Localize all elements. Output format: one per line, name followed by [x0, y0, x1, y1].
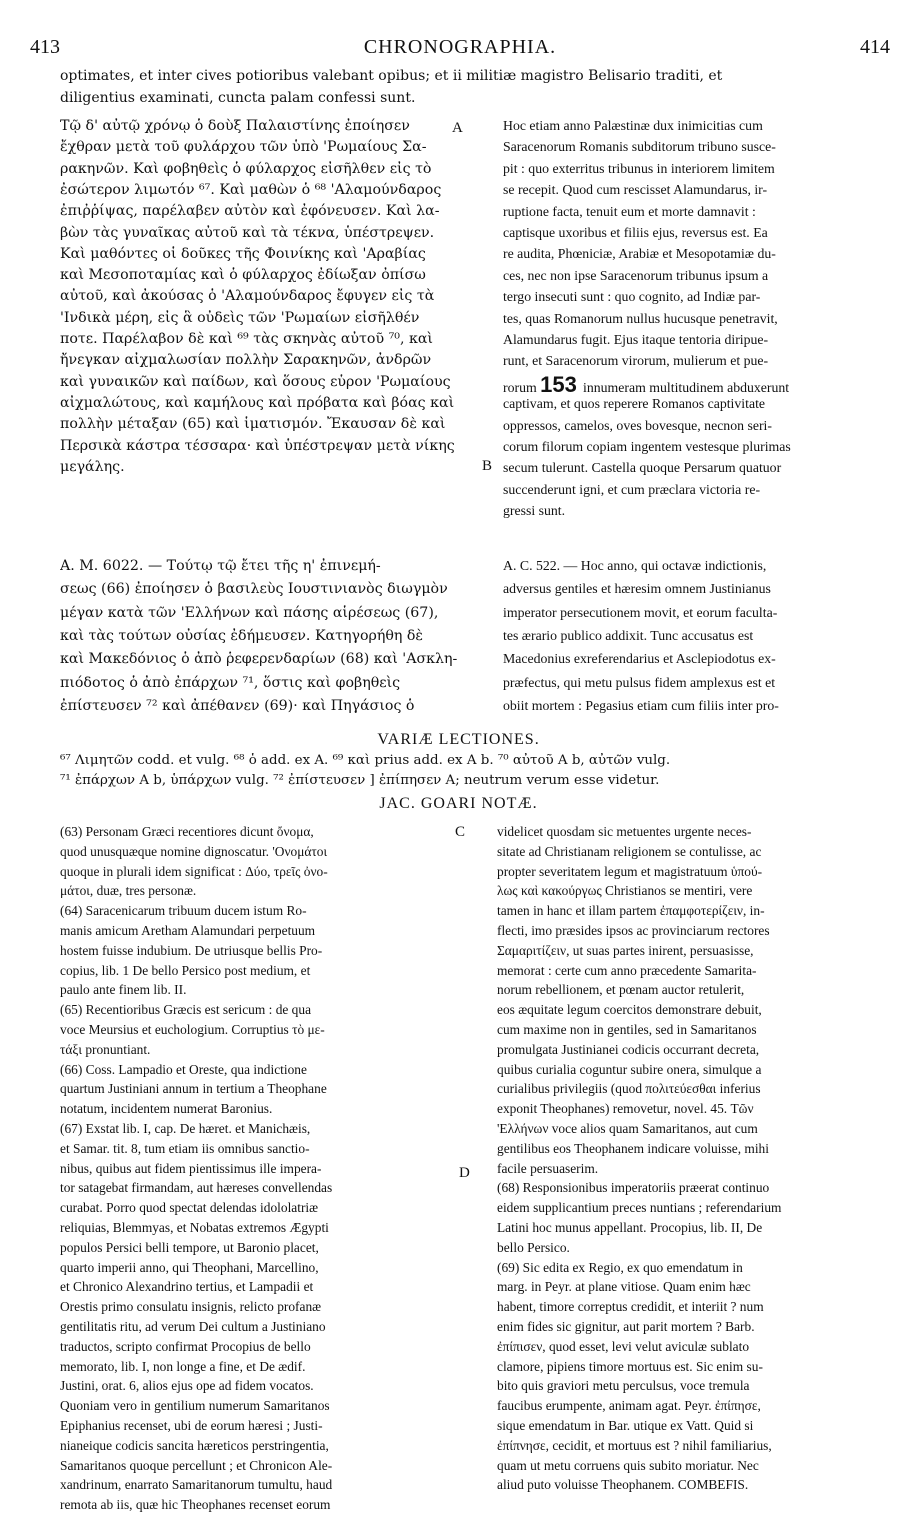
- text-line: quarto imperii anno, qui Theophani, Marcellino,: [60, 1259, 319, 1275]
- text-line: notatum, incidentem numerat Baronius.: [60, 1101, 273, 1117]
- text-line: nibus, quibus aut fidem pientissimus ille impera-: [60, 1160, 322, 1176]
- text-line: nianeique codicis sancita hæreticos perstringentia,: [60, 1437, 329, 1453]
- text-line: πολλὴν μέταξαν (65) καὶ ἱματισμόν. Ἔκαυσαν δὲ καὶ: [60, 416, 446, 433]
- text-line: Quoniam vero in gentilium numerum Samaritanos: [60, 1398, 330, 1414]
- text-line: αὐτοῦ, καὶ ἀκούσας ὁ 'Αλαμούνδαρος ἔφυγεν εἰς τὰ: [60, 288, 435, 305]
- margin-letter-b: B: [482, 458, 493, 474]
- text-line: A. C. 522. — Hoc anno, qui octavæ indictionis,: [503, 558, 767, 573]
- margin-letter-a: A: [452, 120, 463, 136]
- text-line: ἐσώτερον λιμωτόν ⁶⁷. Καὶ μαθὼν ὁ ⁶⁸ 'Αλαμούνδαρος: [60, 181, 442, 198]
- text-line: manis amicum Aretham Alamundari perpetuum: [60, 923, 316, 938]
- text-line: Hoc etiam anno Palæstinæ dux inimicitias cum: [503, 118, 763, 133]
- text-line: eos æquitate legum coercitos demonstrare debuit,: [497, 1002, 762, 1018]
- text-line: curialibus privilegiis (quod πολιτεύεσθαι inferius: [497, 1081, 761, 1097]
- text-line: καὶ γυναικῶν καὶ παίδων, καὶ ὅσους εὗρον 'Ρωμαίους: [60, 373, 451, 390]
- text-line: σεως (66) ἐποίησεν ὁ βασιλεὺς Ιουστινιανὸς διωγμὸν: [60, 581, 448, 598]
- text-line: marg. in Peyr. at plane vitiose. Quam enim hæc: [497, 1279, 751, 1295]
- text-line: ἔχθραν μετὰ τοῦ φυλάρχου τῶν ὑπὸ 'Ρωμαίους Σα-: [60, 139, 427, 156]
- text-line: videlicet quosdam sic metuentes urgente neces-: [497, 824, 752, 839]
- text-line: ces, nec non ipse Saracenorum tribunus ipsum a: [503, 267, 769, 283]
- text-line: (65) Recentioribus Græcis est sericum : de qua: [60, 1002, 312, 1018]
- text-line: propter severitatem legum et magistratuum ὑπού-: [497, 863, 763, 879]
- text-line: adversus gentiles et hæresim omnem Justinianus: [503, 581, 771, 597]
- text-line: secum tulerunt. Castella quoque Persarum quatuor: [503, 460, 782, 476]
- text-line: πιόδοτος ὁ ἀπὸ ἐπάρχων ⁷¹, ὅστις καὶ φοβηθεὶς: [60, 674, 401, 691]
- variae-lectiones-heading: VARIÆ LECTIONES.: [377, 731, 540, 748]
- text-line: Alamundarus fugit. Ejus itaque tentoria diripue-: [503, 332, 769, 347]
- margin-letter-d: D: [459, 1165, 470, 1181]
- text-line: obiit mortem : Pegasius etiam cum filiis inter pro-: [503, 697, 779, 713]
- text-line: Περσικὰ κάστρα τέσσαρα· καὶ ὑπέστρεψαν μετὰ νίκης: [60, 437, 455, 454]
- text-line: optimates, et inter cives potioribus valebant opibus; et ii militiæ magistro Belisario traditi, et: [60, 68, 723, 84]
- text-line: Epiphanius recenset, ubi de eorum hæresi ; Justi-: [60, 1418, 323, 1433]
- text-line: (68) Responsionibus imperatoriis præerat continuo: [497, 1180, 770, 1196]
- text-line: ποτε. Παρέλαβον δὲ καὶ ⁶⁹ τὰς σκηνὰς αὐτοῦ ⁷⁰, καὶ: [60, 331, 433, 347]
- text-line: καὶ Μακεδόνιος ὁ ἀπὸ ῥεφερενδαρίων (68) καὶ 'Ασκλη-: [60, 651, 458, 668]
- text-line: copius, lib. 1 De bello Persico post medium, et: [60, 962, 311, 978]
- text-line: succenderunt igni, et cum præclara victoria re-: [503, 481, 761, 497]
- text-line: ⁶⁷ Λιμητῶν codd. et vulg. ⁶⁸ ὁ add. ex A. ⁶⁹ καὶ prius add. ex A b. ⁷⁰ αὐτοῦ A b, αὐτῶν vulg.: [60, 753, 671, 768]
- text-line: quod unusquæque nomine dignoscatur. 'Ονομάτοι: [60, 843, 328, 859]
- text-line: (64) Saracenicarum tribuum ducem istum Ro-: [60, 903, 307, 919]
- text-line: bello Persico.: [497, 1239, 570, 1255]
- text-line: τάξι pronuntiant.: [60, 1041, 151, 1057]
- text-line: et Samar. tit. 8, tum etiam iis omnibus sanctio-: [60, 1140, 310, 1156]
- text-line: ρακηνῶν. Καὶ φοβηθεὶς ὁ φύλαρχος εἰσῆλθεν εἰς τὸ: [60, 160, 432, 177]
- text-line: captisque uxoribus et filiis ejus, reversus est. Ea: [503, 225, 768, 240]
- text-line: oppressos, camelos, oves bovesque, necnon seri-: [503, 417, 772, 433]
- text-line: καὶ τὰς τούτων οὐσίας ἐδήμευσεν. Κατηγορήθη δὲ: [60, 627, 424, 644]
- notes-heading: JAC. GOARI NOTÆ.: [379, 795, 538, 812]
- text-line: faucibus erumpente, animam agat. Peyr. ἐπίπησε,: [497, 1398, 761, 1414]
- text-line: quibus curialia coguntur subire onera, simulque a: [497, 1061, 762, 1077]
- text-line: tes ærario publico addixit. Tunc accusatus est: [503, 627, 754, 643]
- text-line: Macedonius exreferendarius et Asclepiodotus ex-: [503, 651, 776, 667]
- text-line: diligentius examinati, cuncta palam confessi sunt.: [60, 90, 416, 106]
- text-line: traductos, scripto confirmat Procopius de bello: [60, 1338, 311, 1354]
- text-line: (69) Sic edita ex Regio, ex quo emendatum in: [497, 1259, 743, 1275]
- text-line: Saracenorum Romanis subditorum tribuno susce-: [503, 139, 776, 155]
- text-line: aliud puto voluisse Theophanem. COMBEFIS.: [497, 1477, 749, 1493]
- text-line: [503, 372, 881, 398]
- text-line: αἰχμαλώτους, καὶ καμήλους καὶ πρόβατα καὶ βόας καὶ: [60, 394, 455, 411]
- text-line: Τῷ δ' αὐτῷ χρόνῳ ὁ δοὺξ Παλαιστίνης ἐποίησεν: [60, 118, 410, 134]
- text-line: Justini, orat. 6, alios ejus ope ad fidem vocatos.: [60, 1378, 314, 1394]
- text-line: tes, quas Romanorum nullus hucusque penetravit,: [503, 310, 778, 326]
- text-line: λως καὶ κακούργως Christianos se mentiri, vere: [497, 883, 753, 899]
- text-line: habent, timore correptus credidit, et interiit ? num: [497, 1299, 764, 1315]
- text-line: 'Ινδικὰ μέρη, εἰς ἃ οὐδεὶς τῶν 'Ρωμαίων εἰσῆλθέν: [60, 309, 420, 326]
- text-line: clamore, pipiens timore mortuus est. Sic enim su-: [497, 1358, 763, 1374]
- text-line: A. M. 6022. — Τούτῳ τῷ ἔτει τῆς η' ἐπινεμή-: [60, 558, 381, 574]
- text-line: sitate ad Christianam religionem se contulisse, ac: [497, 843, 762, 859]
- text-line: ἤνεγκαν αἰχμαλωσίαν πολλὴν Σαρακηνῶν, ἀνδρῶν: [60, 352, 432, 369]
- running-header: [30, 36, 890, 62]
- text-line: (63) Personam Græci recentiores dicunt ὄνομα,: [60, 824, 314, 839]
- text-line: imperator persecutionem movit, et eorum faculta-: [503, 604, 778, 620]
- text-line: memorato, lib. I, non longe a fine, et De ædif.: [60, 1358, 306, 1374]
- text-line: flecti, imo præsides ipsos ac provinciarum rectores: [497, 923, 770, 938]
- margin-letter-c: C: [455, 824, 466, 840]
- text-line: Καὶ μαθόντες οἱ δοῦκες τῆς Φοινίκης καὶ 'Αραβίας: [60, 245, 426, 262]
- text-line: gressi sunt.: [503, 503, 566, 519]
- text-line: eidem supplicantium preces nuntians ; referendarium: [497, 1200, 782, 1216]
- text-line: gentilibus eos Theophanem indicare voluisse, mihi: [497, 1140, 769, 1156]
- text-line: μάτοι, duæ, tres personæ.: [60, 883, 197, 899]
- text-line: hostem fuisse indubium. De utriusque bellis Pro-: [60, 942, 323, 958]
- text-line: ἐπίπισεν, quod esset, levi velut aviculæ sublato: [497, 1338, 750, 1354]
- text-line: ⁷¹ ἐπάρχων A b, ὑπάρχων vulg. ⁷² ἐπίστευσεν ] ἐπίπησεν A; neutrum verum esse videtur.: [60, 773, 660, 788]
- text-line: re audita, Phœniciæ, Arabiæ et Mesopotamiæ du-: [503, 246, 776, 262]
- text-line: quam ut metu corruens quis subito moriatur. Nec: [497, 1457, 759, 1473]
- inline-page-number: 153: [540, 371, 583, 397]
- text-line: καὶ Μεσοποταμίας καὶ ὁ φύλαρχος ἐδίωξαν ὀπίσω: [60, 267, 426, 284]
- text-line: paulo ante finem lib. II.: [60, 982, 187, 998]
- text-line: corum filorum copiam ingentem vestesque plurimas: [503, 439, 791, 454]
- text-line: tergo insecuti sunt : quo cognito, ad Indiæ par-: [503, 289, 761, 305]
- text-line: norum rebellionem, et pœnam auctor retulerit,: [497, 982, 745, 998]
- text-line: gentilitatis ritu, ad verum Dei cultum a Justiniano: [60, 1319, 326, 1334]
- text-line: quartum Justiniani annum in tertium a Theophane: [60, 1081, 327, 1097]
- text-line: βὼν τὰς γυναῖκας αὐτοῦ καὶ τὰ τέκνα, ὑπέστρεψεν.: [60, 224, 435, 241]
- text-line: runt, et Saracenorum virorum, mulierum et pue-: [503, 353, 769, 369]
- text-line: quoque in plurali idem significat : Δύο, τρεῖς ὀνο-: [60, 863, 328, 879]
- text-line: et Chronico Alexandrino tertius, et Lampadii et: [60, 1279, 314, 1295]
- text-line: ἐπίστευσεν ⁷² καὶ ἀπέθανεν (69)· καὶ Πηγάσιος ὁ: [60, 697, 415, 714]
- text-line: tamen in hanc et illam partem ἐπαμφοτερίζειν, in-: [497, 903, 765, 919]
- text-line: præfectus, qui metu pulsus fidem amplexus est et: [503, 674, 776, 690]
- text-line: populos Persici belli tempore, ut Baronio placet,: [60, 1239, 319, 1255]
- text-line: promulgata Justinianei codicis occurrant decreta,: [497, 1041, 760, 1057]
- text-line: curabat. Porro quod spectat delendas idololatriæ: [60, 1200, 319, 1216]
- page-number-right: 414: [860, 36, 890, 58]
- running-title: CHRONOGRAPHIA.: [363, 36, 557, 58]
- text-fragment: rorum: [503, 379, 537, 395]
- text-line: sique emendatum in Bar. utique ex Vatt. Quid si: [497, 1418, 754, 1433]
- text-line: memorat : certe cum anno præcedente Samarita-: [497, 962, 757, 978]
- text-line: se recepit. Quod cum rescisset Alamundarus, ir-: [503, 182, 768, 198]
- text-line: ἐπιῤῥίψας, παρέλαβεν αὐτὸν καὶ ἐφόνευσεν. Καὶ λα-: [60, 203, 440, 220]
- text-line: μέγαν κατὰ τῶν 'Ελλήνων καὶ πάσης αἱρέσεως (67),: [60, 604, 439, 621]
- text-line: cum maxime non in gentiles, sed in Samaritanos: [497, 1022, 757, 1037]
- text-line: μεγάλης.: [60, 458, 125, 475]
- text-fragment: innumeram multitudinem abduxerunt: [583, 379, 790, 395]
- text-line: pit : quo exterritus tribunus in interiorem limitem: [503, 160, 775, 176]
- text-line: enim fides sic gignitur, aut parit mortem ? Barb.: [497, 1319, 755, 1334]
- text-line: Latini hoc munus appellant. Procopius, lib. II, De: [497, 1220, 763, 1235]
- text-line: Σαμαριτίζειν, ut suas partes inirent, persuasisse,: [497, 942, 754, 958]
- text-line: 'Ελλήνων voce alios quam Samaritanos, aut cum: [497, 1121, 758, 1136]
- text-line: (67) Exstat lib. I, cap. De hæret. et Manichæis,: [60, 1121, 311, 1136]
- text-line: ruptione facta, tenuit eum et morte damnavit :: [503, 203, 756, 219]
- page-number-left: 413: [30, 36, 60, 58]
- text-line: ἐπίπνησε, cecidit, et mortuus est ? nihil familiarius,: [497, 1437, 772, 1453]
- text-line: remota ab iis, quæ hic Theophanes recenset eorum: [60, 1497, 331, 1513]
- text-line: (66) Coss. Lampadio et Oreste, qua indictione: [60, 1061, 307, 1077]
- text-line: reliquias, Blemmyas, et Nobatas extremos Ægypti: [60, 1220, 329, 1235]
- text-line: exponit Theophanes) removetur, novel. 45. Τῶν: [497, 1101, 754, 1117]
- text-line: captivam, et quos reperere Romanos captivitate: [503, 396, 766, 412]
- text-line: Orestis primo consulatu insignis, relicto profanæ: [60, 1299, 322, 1315]
- text-line: xandrinum, enarrato Samaritanorum tumultu, haud: [60, 1477, 333, 1493]
- text-line: voce Meursius et euchologium. Corruptius τὸ με-: [60, 1022, 325, 1037]
- text-line: facile persuaserim.: [497, 1160, 599, 1176]
- text-line: Samaritanos quoque percellunt ; et Chronicon Ale-: [60, 1457, 333, 1473]
- text-line: tor satagebat firmandam, aut hæreses convellendas: [60, 1180, 333, 1196]
- text-line: bito quis graviori metu perculsus, voce tremula: [497, 1378, 750, 1394]
